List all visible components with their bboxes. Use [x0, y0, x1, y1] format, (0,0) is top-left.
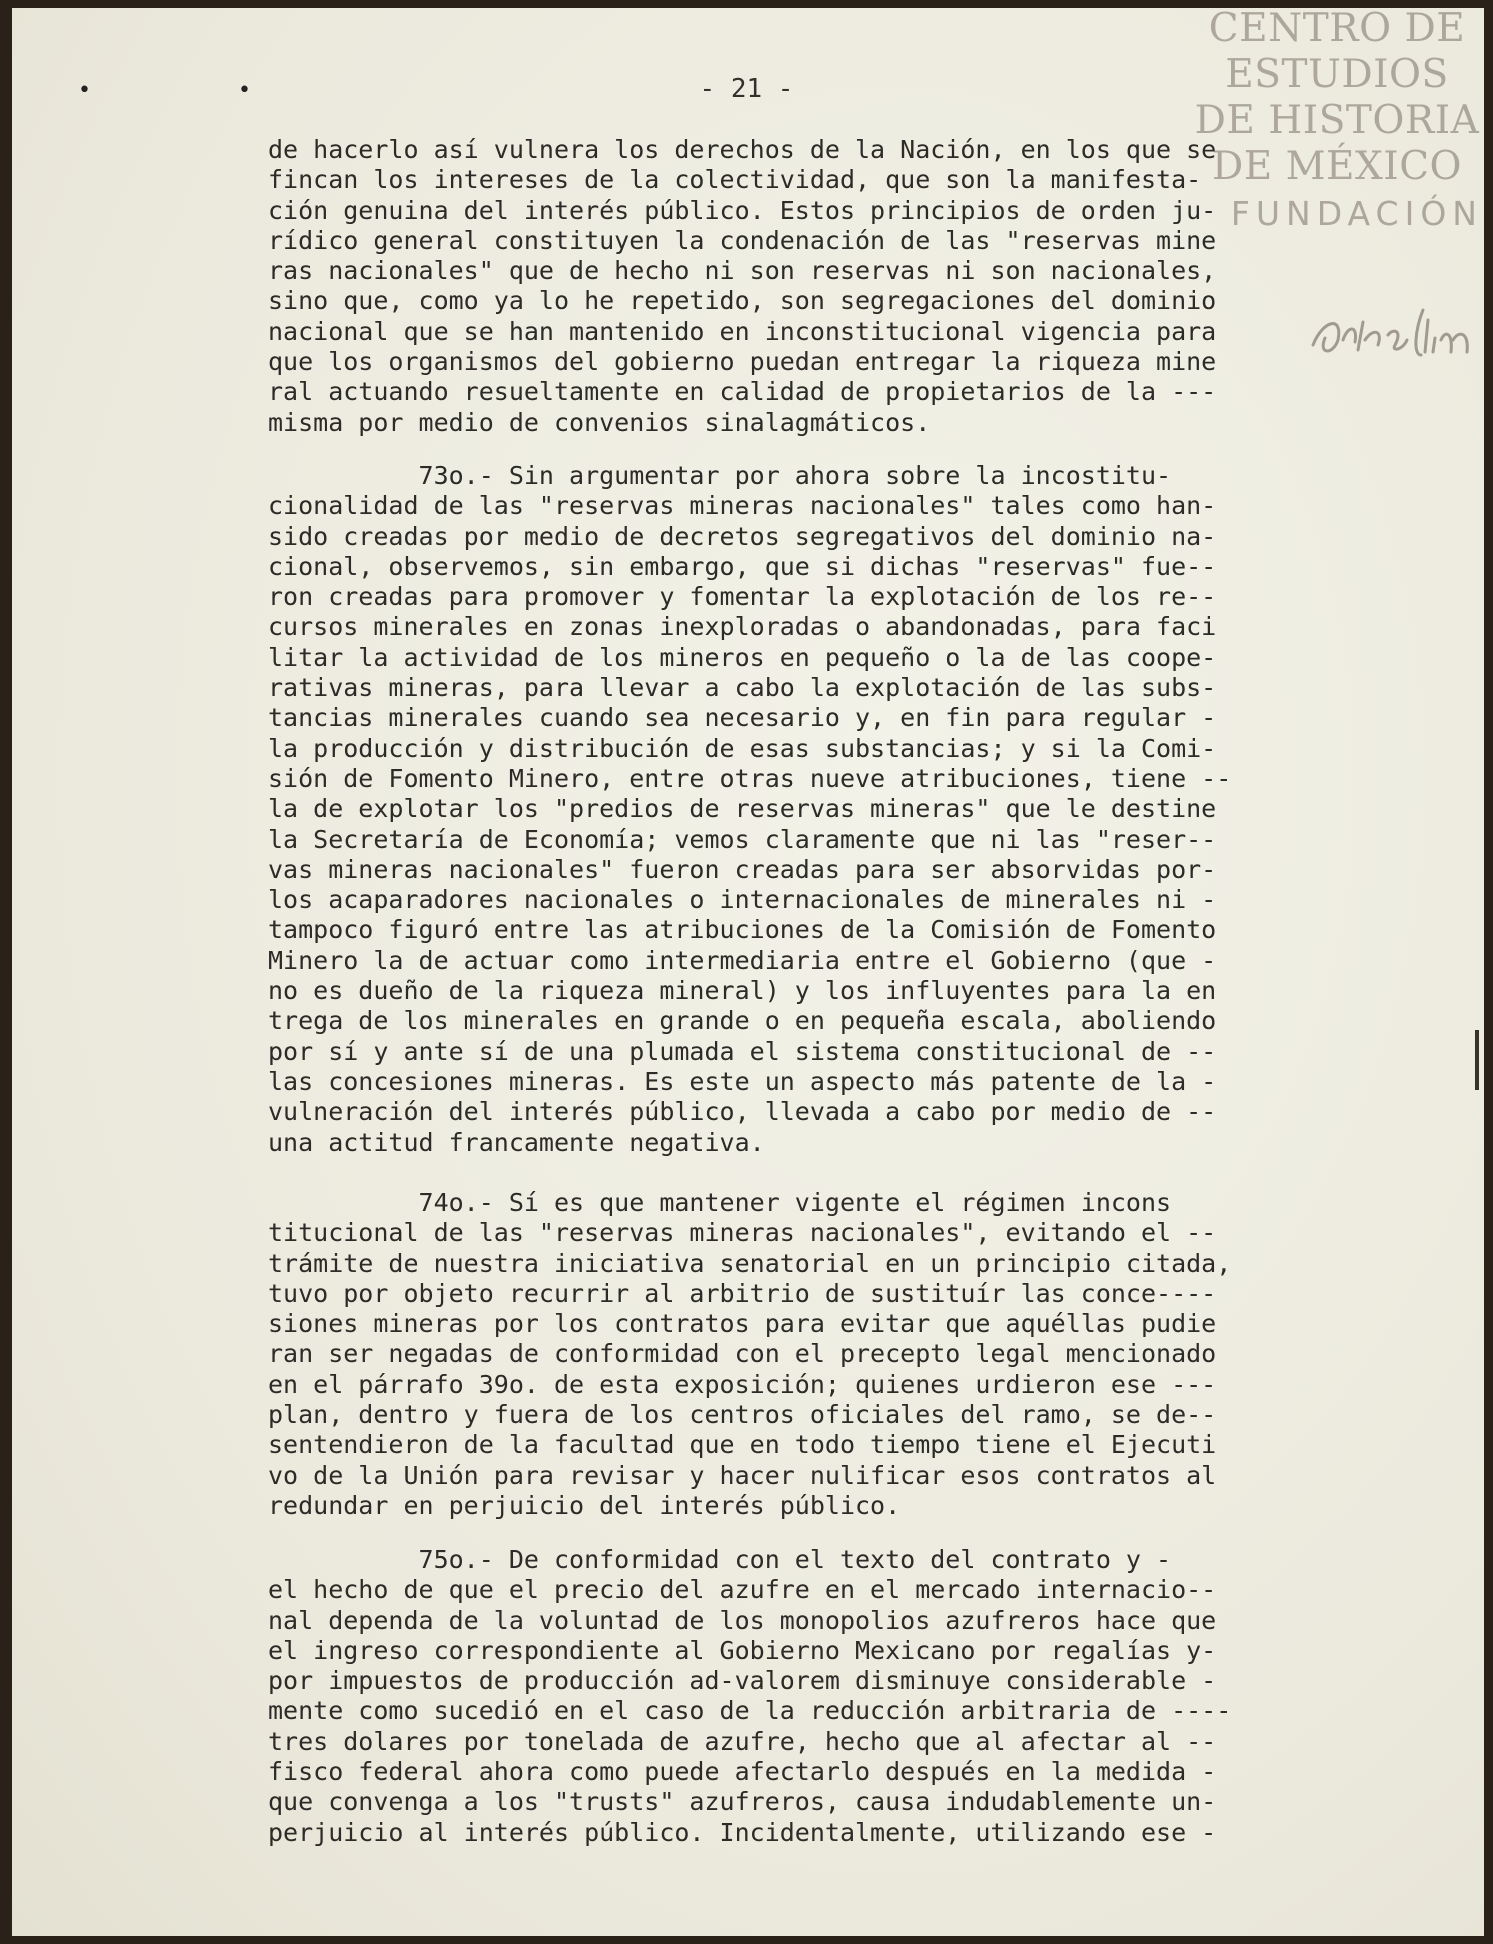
text-line: trega de los minerales en grande o en pequeña escala, aboliendo [268, 1006, 1217, 1036]
text-line: 75o.- De conformidad con el texto del contrato y - [268, 1545, 1172, 1574]
text-line: tuvo por objeto recurrir al arbitrio de sustituír las conce---- [268, 1278, 1217, 1308]
text-line: 73o.- Sin argumentar por ahora sobre la incostitu- [268, 461, 1172, 490]
text-line: ras nacionales" que de hecho ni son reservas ni son nacionales, [268, 256, 1217, 286]
text-line: el ingreso correspondiente al Gobierno Mexicano por regalías y- [268, 1635, 1217, 1665]
text-line: fisco federal ahora como puede afectarlo después en la medida - [268, 1757, 1217, 1787]
text-line: ron creadas para promover y fomentar la explotación de los re-- [268, 582, 1217, 612]
text-line: la producción y distribución de esas substancias; y si la Comi- [268, 733, 1217, 763]
text-line: que los organismos del gobierno puedan entregar la riqueza mine [268, 347, 1217, 377]
paragraph-73 [268, 461, 1388, 1158]
text-line: ción genuina del interés público. Estos principios de orden ju- [268, 195, 1217, 225]
text-line: por impuestos de producción ad-valorem disminuye considerable - [268, 1666, 1217, 1696]
text-line: tampoco figuró entre las atribuciones de la Comisión de Fomento [268, 915, 1217, 945]
text-line: en el párrafo 39o. de esta exposición; quienes urdieron ese --- [268, 1369, 1217, 1399]
watermark-fundacion: FUNDACIÓN [1230, 194, 1483, 233]
page-number: - 21 - [699, 74, 794, 104]
text-line: tancias minerales cuando sea necesario y, en fin para regular - [268, 703, 1217, 733]
text-line: cursos minerales en zonas inexploradas o abandonadas, para faci [268, 612, 1217, 642]
watermark-line-3: DE HISTORIA [1194, 98, 1480, 143]
watermark-line-2: ESTUDIOS [1225, 52, 1449, 97]
text-line: la Secretaría de Economía; vemos claramente que ni las "reser-- [268, 824, 1217, 854]
text-line: siones mineras por los contratos para evitar que aquéllas pudie [268, 1309, 1217, 1339]
text-line: las concesiones mineras. Es este un aspecto más patente de la - [268, 1066, 1217, 1096]
text-line: la de explotar los "predios de reservas mineras" que le destine [268, 794, 1217, 824]
margin-dots: • • [78, 78, 321, 103]
text-line: no es dueño de la riqueza mineral) y los influyentes para la en [268, 976, 1217, 1006]
text-line: cionalidad de las "reservas mineras nacionales" tales como han- [268, 491, 1217, 521]
text-line: titucional de las "reservas mineras nacionales", evitando el -- [268, 1218, 1217, 1248]
text-line: sino que, como ya lo he repetido, son segregaciones del dominio [268, 286, 1217, 316]
text-line: redundar en perjuicio del interés público. [268, 1490, 901, 1520]
text-line: 74o.- Sí es que mantener vigente el régimen incons [268, 1188, 1172, 1217]
text-line: nal dependa de la voluntad de los monopolios azufreros hace que [268, 1605, 1217, 1635]
text-line: rídico general constituyen la condenación de las "reservas mine [268, 225, 1217, 255]
paragraph-74 [268, 1188, 1388, 1521]
text-line: ral actuando resueltamente en calidad de propietarios de la --- [268, 377, 1217, 407]
text-line: ran ser negadas de conformidad con el precepto legal mencionado [268, 1339, 1217, 1369]
text-line: rativas mineras, para llevar a cabo la explotación de las subs- [268, 673, 1217, 703]
text-line: tres dolares por tonelada de azufre, hecho que al afectar al -- [268, 1726, 1217, 1756]
text-line: mente como sucedió en el caso de la reducción arbitraria de ---- [268, 1696, 1232, 1726]
text-line: nacional que se han mantenido en inconstitucional vigencia para [268, 316, 1217, 346]
text-line: sión de Fomento Minero, entre otras nueve atribuciones, tiene -- [268, 763, 1232, 793]
text-line: los acaparadores nacionales o internacionales de minerales ni - [268, 885, 1217, 915]
text-line: de hacerlo así vulnera los derechos de la Nación, en los que se [268, 135, 1217, 164]
text-line: cional, observemos, sin embargo, que si dichas "reservas" fue-- [268, 551, 1217, 581]
text-line: plan, dentro y fuera de los centros oficiales del ramo, se de-- [268, 1400, 1217, 1430]
text-line: vas mineras nacionales" fueron creadas para ser absorvidas por- [268, 854, 1217, 884]
text-line: por sí y ante sí de una plumada el sistema constitucional de -- [268, 1036, 1217, 1066]
text-line: vulneración del interés público, llevada a cabo por medio de -- [268, 1097, 1217, 1127]
paragraph-75 [268, 1545, 1388, 1848]
text-line: misma por medio de convenios sinalagmáticos. [268, 407, 931, 437]
text-line: trámite de nuestra iniciativa senatorial en un principio citada, [268, 1248, 1232, 1278]
text-line: perjuicio al interés público. Incidentalmente, utilizando ese - [268, 1817, 1217, 1847]
scan-edge-mark [1475, 1030, 1479, 1090]
watermark-line-4: DE MÉXICO [1211, 144, 1463, 189]
text-line: sentendieron de la facultad que en todo tiempo tiene el Ejecuti [268, 1430, 1217, 1460]
text-line: litar la actividad de los mineros en pequeño o la de las coope- [268, 642, 1217, 672]
text-line: fincan los intereses de la colectividad, que son la manifesta- [268, 165, 1202, 195]
text-line: el hecho de que el precio del azufre en el mercado internacio-- [268, 1575, 1217, 1605]
text-line: que convenga a los "trusts" azufreros, causa indudablemente un- [268, 1787, 1217, 1817]
text-line: una actitud francamente negativa. [268, 1127, 765, 1157]
text-line: sido creadas por medio de decretos segregativos del dominio na- [268, 521, 1217, 551]
text-line: Minero la de actuar como intermediaria entre el Gobierno (que - [268, 945, 1217, 975]
paragraph-continuation [268, 135, 1388, 438]
watermark-line-1: CENTRO DE [1208, 6, 1466, 51]
text-line: vo de la Unión para revisar y hacer nulificar esos contratos al [268, 1460, 1217, 1490]
